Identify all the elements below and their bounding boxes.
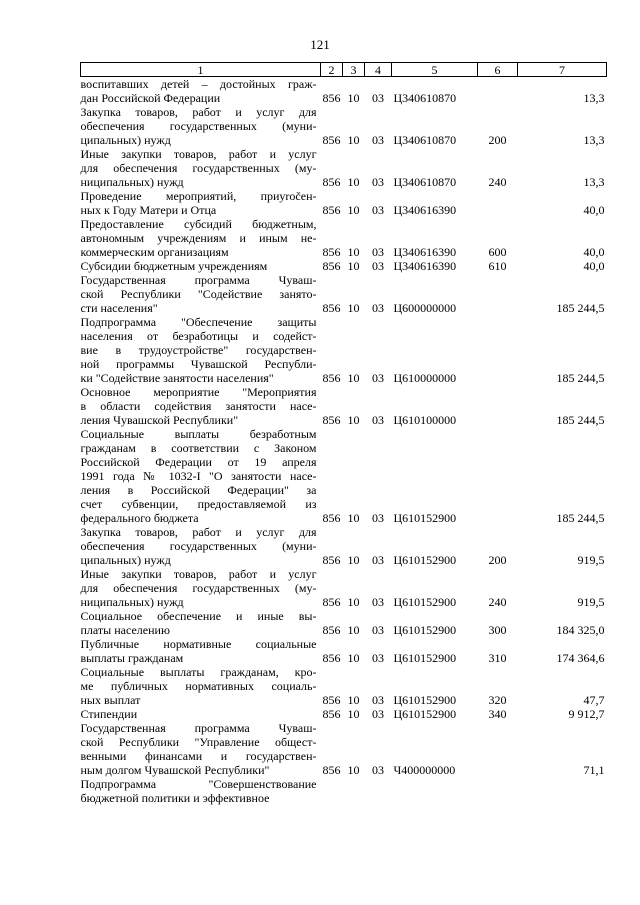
- cell-section: 10: [347, 133, 360, 147]
- header-col-3: 3: [343, 63, 365, 77]
- cell-target-article: Ц340616390: [393, 245, 457, 259]
- description-line: Предоставление субсидий бюджетным,: [80, 217, 317, 231]
- table-row: [81, 105, 607, 147]
- cell-subsection: 03: [372, 245, 384, 259]
- description-line: Государственная программа Чуваш-: [80, 273, 317, 287]
- description-line: сти населения": [80, 301, 158, 315]
- header-col-1: 1: [81, 63, 321, 77]
- cell-expense-type: [478, 315, 518, 385]
- header-row: [81, 63, 607, 77]
- table-row: [81, 189, 607, 217]
- description-line: Российской Федерации от 19 апреля: [80, 455, 317, 469]
- cell-subsection: 03: [372, 203, 384, 217]
- cell-expense-type: 300: [488, 623, 507, 637]
- description-line: Проведение мероприятий, приуročен-: [80, 189, 317, 203]
- cell-expense-type: 340: [488, 707, 507, 721]
- description-line: бюджетной политики и эффективное: [80, 791, 270, 805]
- description-line: ципальных) нужд: [80, 553, 171, 567]
- description-line: коммерческим организациям: [80, 245, 229, 259]
- cell-amount: 13,3: [583, 91, 605, 105]
- cell-amount: 13,3: [583, 175, 605, 189]
- description-line: дан Российской Федерации: [80, 91, 221, 105]
- cell-expense-type: 240: [488, 175, 507, 189]
- cell-expense-type: [478, 427, 518, 525]
- cell-amount: 185 244,5: [556, 371, 605, 385]
- cell-section: 10: [347, 301, 360, 315]
- description-line: ской Республики "Содействие занято-: [80, 287, 317, 301]
- description-line: для обеспечения государственных (му-: [80, 581, 317, 595]
- cell-expense-type: 610: [488, 259, 507, 273]
- cell-subsection: 03: [372, 623, 384, 637]
- table-row: [81, 567, 607, 609]
- cell-subsection: 03: [372, 259, 384, 273]
- cell-expense-type: [478, 77, 518, 106]
- cell-amount: 185 244,5: [556, 413, 605, 427]
- cell-section: 10: [347, 413, 360, 427]
- description-line: Публичные нормативные социальные: [80, 637, 317, 651]
- table-row: [81, 721, 607, 777]
- cell-section: 10: [347, 91, 360, 105]
- cell-subsection: 03: [372, 91, 384, 105]
- cell-expense-type: 600: [488, 245, 507, 259]
- table-row: [81, 259, 607, 273]
- description-line: Государственная программа Чуваш-: [80, 721, 317, 735]
- description-line: ных выплат: [80, 693, 141, 707]
- cell-target-article: Ц610152900: [393, 623, 457, 637]
- cell-amount: 185 244,5: [556, 511, 605, 525]
- description-line: выплаты гражданам: [80, 651, 184, 665]
- cell-amount: 185 244,5: [556, 301, 605, 315]
- cell-target-article: Ц340610870: [393, 91, 457, 105]
- description-line: для обеспечения государственных (му-: [80, 161, 317, 175]
- cell-subsection: 03: [372, 553, 384, 567]
- table-body: [81, 77, 607, 806]
- row-description: [81, 707, 321, 721]
- description-line: населения от безработицы и содейст-: [80, 329, 317, 343]
- description-line: 1991 года № 1032-I "О занятости насе-: [80, 469, 317, 483]
- description-line: воспитавших детей – достойных граж-: [80, 77, 317, 91]
- budget-table: [80, 62, 607, 805]
- cell-target-article: Ч400000000: [393, 763, 456, 777]
- description-line: ной программы Чувашской Республи-: [80, 357, 317, 371]
- description-line: вие в трудоустройстве" государствен-: [80, 343, 317, 357]
- cell-section: 10: [347, 651, 360, 665]
- row-description: [81, 273, 321, 315]
- description-line: Закупка товаров, работ и услуг для: [80, 525, 317, 539]
- cell-subsection: 03: [372, 371, 384, 385]
- cell-target-article: Ц610152900: [393, 693, 457, 707]
- row-description: [81, 721, 321, 777]
- description-line: Социальные выплаты гражданам, кро-: [80, 665, 317, 679]
- cell-section: 10: [347, 763, 360, 777]
- table-row: [81, 637, 607, 665]
- header-col-2: 2: [321, 63, 343, 77]
- row-description: [81, 147, 321, 189]
- row-description: [81, 217, 321, 259]
- table-row: [81, 147, 607, 189]
- row-description: [81, 259, 321, 273]
- cell-amount: 13,3: [583, 133, 605, 147]
- table-row: [81, 385, 607, 427]
- cell-section: 10: [347, 245, 360, 259]
- row-description: [81, 385, 321, 427]
- cell-target-article: Ц610152900: [393, 651, 457, 665]
- cell-section: 10: [347, 707, 360, 721]
- cell-subsection: 03: [372, 707, 384, 721]
- cell-gp-code: 856: [322, 203, 341, 217]
- cell-section: 10: [347, 203, 360, 217]
- cell-expense-type: [478, 385, 518, 427]
- table-row: [81, 665, 607, 707]
- description-line: ципальных) нужд: [80, 133, 171, 147]
- row-description: [81, 637, 321, 665]
- cell-gp-code: 856: [322, 413, 341, 427]
- cell-section: 10: [347, 371, 360, 385]
- header-col-6: 6: [478, 63, 518, 77]
- table-row: [81, 707, 607, 721]
- description-line: обеспечения государственных (муни-: [80, 119, 317, 133]
- cell-subsection: [365, 777, 392, 805]
- cell-gp-code: 856: [322, 553, 341, 567]
- cell-gp-code: 856: [322, 595, 341, 609]
- cell-amount: 174 364,6: [556, 651, 605, 665]
- row-description: [81, 315, 321, 385]
- cell-amount: 919,5: [577, 553, 605, 567]
- description-line: Социальные выплаты безработным: [80, 427, 317, 441]
- cell-target-article: Ц600000000: [393, 301, 457, 315]
- description-line: Подпрограмма "Совершенствование: [80, 777, 317, 791]
- cell-section: 10: [347, 693, 360, 707]
- description-line: платы населению: [80, 623, 170, 637]
- cell-expense-type: 200: [488, 553, 507, 567]
- description-line: Закупка товаров, работ и услуг для: [80, 105, 317, 119]
- cell-subsection: 03: [372, 301, 384, 315]
- row-description: [81, 777, 321, 805]
- cell-target-article: Ц610152900: [393, 511, 457, 525]
- cell-gp-code: 856: [322, 511, 341, 525]
- description-line: Стипендии: [80, 707, 138, 721]
- row-description: [81, 609, 321, 637]
- description-line: венными финансами и государствен-: [80, 749, 317, 763]
- cell-gp-code: 856: [322, 259, 341, 273]
- cell-subsection: 03: [372, 763, 384, 777]
- description-line: ниципальных) нужд: [80, 175, 184, 189]
- description-line: ления Чувашской Республики": [80, 413, 239, 427]
- description-line: ления в Российской Федерации" за: [80, 483, 317, 497]
- row-description: [81, 427, 321, 525]
- cell-gp-code: 856: [322, 301, 341, 315]
- description-line: ным долгом Чувашской Республики": [80, 763, 270, 777]
- description-line: ных к Году Матери и Отца: [80, 203, 217, 217]
- cell-gp-code: 856: [322, 175, 341, 189]
- cell-amount: 47,7: [583, 693, 605, 707]
- cell-subsection: 03: [372, 693, 384, 707]
- row-description: [81, 567, 321, 609]
- cell-gp-code: 856: [322, 707, 341, 721]
- cell-subsection: 03: [372, 175, 384, 189]
- cell-expense-type: [478, 189, 518, 217]
- cell-target-article: Ц610152900: [393, 595, 457, 609]
- cell-expense-type: [478, 777, 518, 805]
- cell-gp-code: 856: [322, 763, 341, 777]
- table-row: [81, 273, 607, 315]
- header-col-5: 5: [392, 63, 478, 77]
- cell-expense-type: [478, 273, 518, 315]
- cell-subsection: 03: [372, 413, 384, 427]
- row-description: [81, 77, 321, 106]
- table-row: [81, 777, 607, 805]
- cell-amount: [518, 777, 607, 805]
- cell-subsection: 03: [372, 595, 384, 609]
- cell-section: 10: [347, 259, 360, 273]
- cell-gp-code: 856: [322, 91, 341, 105]
- description-line: ниципальных) нужд: [80, 595, 184, 609]
- cell-amount: 184 325,0: [556, 623, 605, 637]
- cell-subsection: 03: [372, 511, 384, 525]
- table-row: [81, 525, 607, 567]
- cell-amount: 919,5: [577, 595, 605, 609]
- description-line: в области содействия занятости насе-: [80, 399, 317, 413]
- page-number: 121: [310, 37, 330, 52]
- cell-gp-code: 856: [322, 651, 341, 665]
- description-line: автономным учреждениям и иным не-: [80, 231, 317, 245]
- table-row: [81, 315, 607, 385]
- description-line: Иные закупки товаров, работ и услуг: [80, 147, 317, 161]
- cell-target-article: Ц340610870: [393, 133, 457, 147]
- cell-gp-code: 856: [322, 693, 341, 707]
- table-row: [81, 217, 607, 259]
- description-line: федерального бюджета: [80, 511, 199, 525]
- row-description: [81, 189, 321, 217]
- cell-subsection: 03: [372, 651, 384, 665]
- table-row: [81, 609, 607, 637]
- description-line: ме публичных нормативных социаль-: [80, 679, 317, 693]
- header-col-4: 4: [365, 63, 392, 77]
- cell-amount: 40,0: [583, 203, 605, 217]
- cell-section: [343, 777, 365, 805]
- cell-gp-code: [321, 777, 343, 805]
- cell-amount: 71,1: [583, 763, 605, 777]
- description-line: обеспечения государственных (муни-: [80, 539, 317, 553]
- cell-gp-code: 856: [322, 245, 341, 259]
- row-description: [81, 105, 321, 147]
- cell-target-article: Ц610152900: [393, 553, 457, 567]
- row-description: [81, 665, 321, 707]
- cell-gp-code: 856: [322, 623, 341, 637]
- description-line: Основное мероприятие "Мероприятия: [80, 385, 317, 399]
- cell-amount: 40,0: [583, 245, 605, 259]
- description-line: гражданам в соответствии с Законом: [80, 441, 317, 455]
- cell-target-article: Ц610152900: [393, 707, 457, 721]
- cell-expense-type: 320: [488, 693, 507, 707]
- cell-expense-type: 240: [488, 595, 507, 609]
- cell-target-article: Ц340616390: [393, 203, 457, 217]
- cell-expense-type: 200: [488, 133, 507, 147]
- description-line: Подпрограмма "Обеспечение защиты: [80, 315, 317, 329]
- description-line: счет субвенции, предоставляемой из: [80, 497, 317, 511]
- cell-section: 10: [347, 553, 360, 567]
- description-line: Социальное обеспечение и иные вы-: [80, 609, 317, 623]
- cell-section: 10: [347, 595, 360, 609]
- cell-subsection: 03: [372, 133, 384, 147]
- row-description: [81, 525, 321, 567]
- cell-amount: 40,0: [583, 259, 605, 273]
- cell-target-article: [392, 777, 478, 805]
- cell-expense-type: [478, 721, 518, 777]
- cell-gp-code: 856: [322, 133, 341, 147]
- cell-gp-code: 856: [322, 371, 341, 385]
- cell-expense-type: 310: [488, 651, 507, 665]
- cell-amount: 9 912,7: [568, 707, 605, 721]
- cell-target-article: Ц340610870: [393, 175, 457, 189]
- cell-target-article: Ц610000000: [393, 371, 457, 385]
- cell-target-article: Ц610100000: [393, 413, 457, 427]
- description-line: ской Республики "Управление общест-: [80, 735, 317, 749]
- cell-section: 10: [347, 175, 360, 189]
- table-row: [81, 427, 607, 525]
- cell-target-article: Ц340616390: [393, 259, 457, 273]
- header-col-7: 7: [518, 63, 607, 77]
- description-line: ки "Содействие занятости населения": [80, 371, 274, 385]
- description-line: Субсидии бюджетным учреждениям: [80, 259, 268, 273]
- description-line: Иные закупки товаров, работ и услуг: [80, 567, 317, 581]
- table-row: [81, 77, 607, 106]
- cell-section: 10: [347, 623, 360, 637]
- cell-section: 10: [347, 511, 360, 525]
